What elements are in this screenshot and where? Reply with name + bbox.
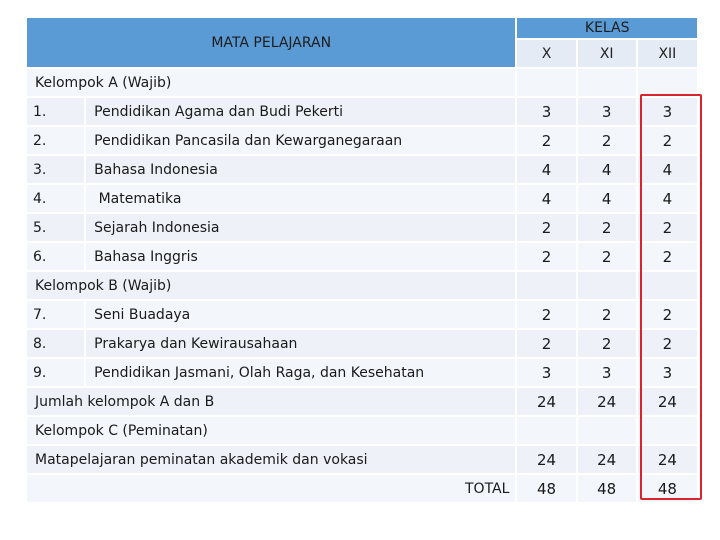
subject-name: Bahasa Indonesia xyxy=(86,156,515,183)
hours-xii: 2 xyxy=(638,301,697,328)
subtotal-xi: 24 xyxy=(578,388,636,415)
hours-xi: 4 xyxy=(578,185,636,212)
subject-header: MATA PELAJARAN xyxy=(27,18,515,67)
hours-xii: 2 xyxy=(638,127,697,154)
row-number: 5. xyxy=(27,214,84,241)
hours-x: 2 xyxy=(517,214,575,241)
subject-name: Bahasa Inggris xyxy=(86,243,515,270)
subtotal-row xyxy=(27,388,697,415)
table-row xyxy=(27,359,697,386)
hours-xii: 4 xyxy=(638,185,697,212)
group-c-title-row xyxy=(27,417,697,444)
table-row xyxy=(27,156,697,183)
class-x-header: X xyxy=(517,40,575,67)
subject-name: Pendidikan Jasmani, Olah Raga, dan Kesehatan xyxy=(86,359,515,386)
hours-xi: 2 xyxy=(578,330,636,357)
table-row xyxy=(27,446,697,473)
hours-x: 3 xyxy=(517,359,575,386)
group-c-title: Kelompok C (Peminatan) xyxy=(27,417,515,444)
kelas-header: KELAS xyxy=(517,18,697,38)
row-number: 7. xyxy=(27,301,84,328)
table-row xyxy=(27,243,697,270)
table-row xyxy=(27,98,697,125)
total-label: TOTAL xyxy=(27,475,515,502)
class-xi-header: XI xyxy=(578,40,636,67)
hours-xii: 2 xyxy=(638,330,697,357)
subject-name: Pendidikan Agama dan Budi Pekerti xyxy=(86,98,515,125)
table-row xyxy=(27,330,697,357)
subject-name: Matematika xyxy=(86,185,515,212)
subtotal-label: Jumlah kelompok A dan B xyxy=(27,388,515,415)
hours-x: 3 xyxy=(517,98,575,125)
class-xii-header: XII xyxy=(638,40,697,67)
subject-name: Matapelajaran peminatan akademik dan vokasi xyxy=(27,446,515,473)
hours-xi: 24 xyxy=(578,446,636,473)
subject-name: Seni Buadaya xyxy=(86,301,515,328)
hours-x: 4 xyxy=(517,156,575,183)
row-number: 2. xyxy=(27,127,84,154)
hours-x: 2 xyxy=(517,127,575,154)
hours-xi: 2 xyxy=(578,301,636,328)
hours-x: 2 xyxy=(517,301,575,328)
table-row xyxy=(27,301,697,328)
hours-xi: 2 xyxy=(578,214,636,241)
row-number: 3. xyxy=(27,156,84,183)
subject-name: Sejarah Indonesia xyxy=(86,214,515,241)
hours-xi: 3 xyxy=(578,359,636,386)
subtotal-xii: 24 xyxy=(638,388,697,415)
hours-xi: 4 xyxy=(578,156,636,183)
subject-name: Prakarya dan Kewirausahaan xyxy=(86,330,515,357)
hours-xii: 4 xyxy=(638,156,697,183)
hours-xi: 2 xyxy=(578,127,636,154)
subtotal-x: 24 xyxy=(517,388,575,415)
total-xii: 48 xyxy=(638,475,697,502)
hours-x: 2 xyxy=(517,243,575,270)
hours-xi: 2 xyxy=(578,243,636,270)
row-number: 4. xyxy=(27,185,84,212)
row-number: 9. xyxy=(27,359,84,386)
total-xi: 48 xyxy=(578,475,636,502)
curriculum-table xyxy=(25,16,699,504)
hours-x: 24 xyxy=(517,446,575,473)
table-row xyxy=(27,127,697,154)
hours-xii: 2 xyxy=(638,243,697,270)
group-a-title: Kelompok A (Wajib) xyxy=(27,69,515,96)
hours-x: 2 xyxy=(517,330,575,357)
subject-name: Pendidikan Pancasila dan Kewarganegaraan xyxy=(86,127,515,154)
hours-x: 4 xyxy=(517,185,575,212)
hours-xi: 3 xyxy=(578,98,636,125)
header-row-top xyxy=(27,18,697,38)
row-number: 6. xyxy=(27,243,84,270)
group-b-title: Kelompok B (Wajib) xyxy=(27,272,515,299)
hours-xii: 3 xyxy=(638,359,697,386)
group-b-title-row xyxy=(27,272,697,299)
hours-xii: 2 xyxy=(638,214,697,241)
table-row xyxy=(27,185,697,212)
table-row xyxy=(27,214,697,241)
hours-xii: 3 xyxy=(638,98,697,125)
group-a-title-row xyxy=(27,69,697,96)
row-number: 1. xyxy=(27,98,84,125)
row-number: 8. xyxy=(27,330,84,357)
hours-xii: 24 xyxy=(638,446,697,473)
total-row xyxy=(27,475,697,502)
total-x: 48 xyxy=(517,475,575,502)
